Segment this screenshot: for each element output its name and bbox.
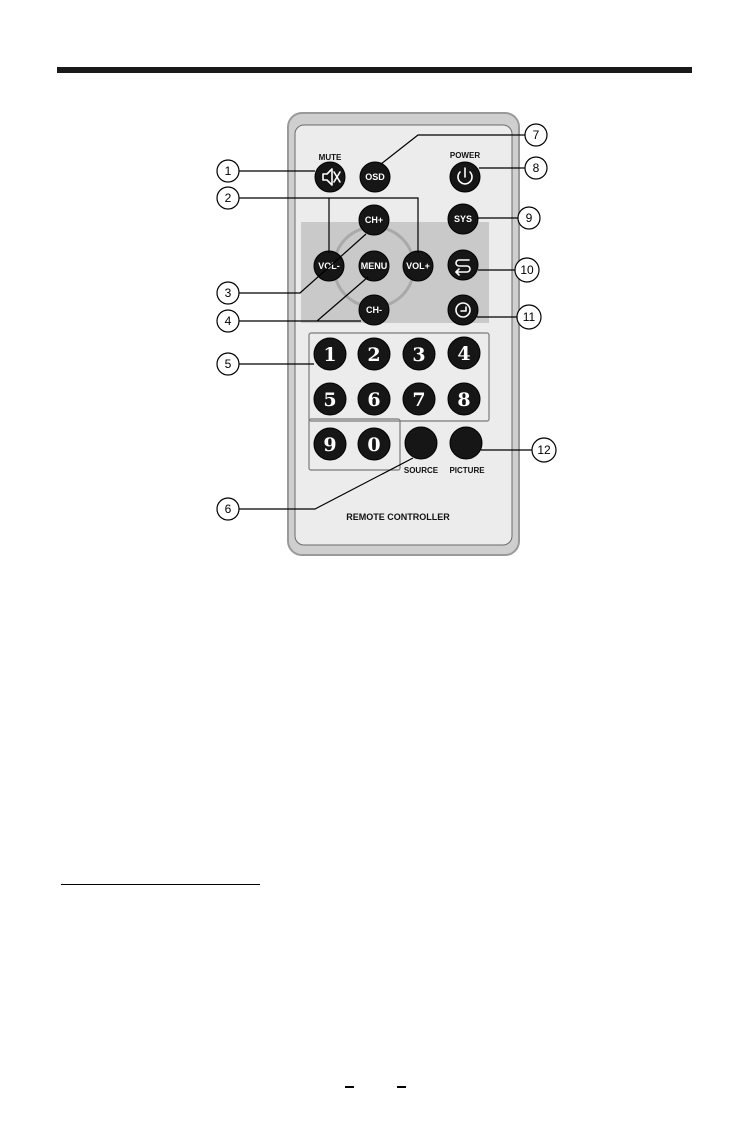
ch-down-button[interactable] (359, 295, 389, 325)
callout-10-label: 10 (520, 263, 534, 277)
osd-button[interactable] (360, 162, 390, 192)
page-mark-left (345, 1086, 354, 1088)
callout-1 (217, 160, 239, 182)
digit-6-label: 6 (367, 389, 381, 411)
callout-3-label: 3 (224, 286, 232, 300)
vol-up-button[interactable] (403, 251, 433, 281)
digit-5-button[interactable] (314, 383, 346, 415)
callout-8-label: 8 (532, 161, 540, 175)
picture-button[interactable] (450, 427, 482, 459)
digit-8-button[interactable] (448, 383, 480, 415)
callout-6 (217, 498, 239, 520)
callout-5-label: 5 (224, 357, 232, 371)
callout-7-label: 7 (532, 128, 540, 142)
callout-4 (217, 310, 239, 332)
mute-label: MUTE (318, 153, 342, 162)
digit-9-button[interactable] (314, 428, 346, 460)
digit-9-label: 9 (323, 434, 337, 456)
callout-8 (525, 157, 547, 179)
digit-2-button[interactable] (358, 338, 390, 370)
digit-0-label: 0 (367, 434, 381, 456)
vol-down-label: VOL- (318, 261, 340, 271)
enter-button[interactable] (448, 295, 478, 325)
source-button[interactable] (405, 427, 437, 459)
digit-1-label: 1 (323, 344, 337, 366)
callout-7 (525, 124, 547, 146)
callout-9 (518, 207, 540, 229)
callout-11-label: 11 (522, 310, 536, 324)
sys-button[interactable] (448, 204, 478, 234)
digit-3-button[interactable] (403, 338, 435, 370)
digit-5-label: 5 (323, 389, 337, 411)
digit-3-label: 3 (412, 344, 426, 366)
ch-up-label: CH+ (364, 215, 384, 225)
footnote-rule (61, 884, 260, 885)
callout-10 (515, 258, 539, 282)
callout-1-label: 1 (224, 164, 232, 178)
digit-8-label: 8 (457, 389, 471, 411)
callout-2 (217, 187, 239, 209)
callout-6-label: 6 (224, 502, 232, 516)
callout-4-label: 4 (224, 314, 232, 328)
ch-up-button[interactable] (359, 205, 389, 235)
page-number-marks (0, 1076, 748, 1096)
digit-2-label: 2 (367, 344, 381, 366)
menu-button[interactable] (359, 251, 389, 281)
digit-4-label: 4 (457, 343, 471, 365)
power-label: POWER (449, 151, 481, 160)
source-label: SOURCE (403, 466, 439, 475)
power-button[interactable] (450, 162, 480, 192)
digit-4-button[interactable] (448, 337, 480, 369)
return-button[interactable] (448, 250, 478, 280)
osd-button-label: OSD (365, 172, 385, 182)
mute-button[interactable] (315, 162, 345, 192)
digit-6-button[interactable] (358, 383, 390, 415)
menu-button-label: MENU (360, 261, 388, 271)
callout-3 (217, 282, 239, 304)
callout-12 (532, 438, 556, 462)
ch-down-label: CH- (366, 305, 382, 315)
page-mark-right (397, 1086, 406, 1088)
remote-title: REMOTE CONTROLLER (346, 512, 450, 522)
vol-up-label: VOL+ (406, 261, 430, 271)
callout-5 (217, 353, 239, 375)
digit-0-button[interactable] (358, 428, 390, 460)
picture-label: PICTURE (449, 466, 485, 475)
callout-11 (517, 305, 541, 329)
digit-1-button[interactable] (314, 338, 346, 370)
callout-9-label: 9 (525, 211, 533, 225)
digit-7-button[interactable] (403, 383, 435, 415)
digit-7-label: 7 (412, 389, 426, 411)
callout-12-label: 12 (537, 443, 551, 457)
sys-button-label: SYS (453, 214, 473, 224)
callout-2-label: 2 (224, 191, 232, 205)
